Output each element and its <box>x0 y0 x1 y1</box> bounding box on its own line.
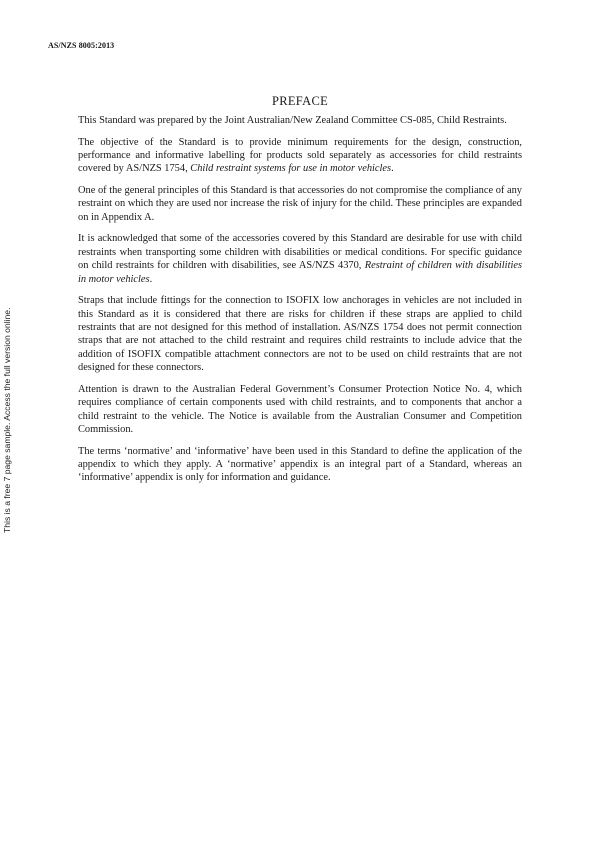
referenced-standard-title: Child restraint systems for use in motor vehicles <box>190 163 392 175</box>
paragraph-objective <box>78 136 522 176</box>
referenced-standard-title: Restraint of children with disabilities in motor vehicles <box>78 260 522 285</box>
paragraph-disabilities-text: It is acknowledged that some of the accessories covered by this Standard are desirable for use with child restraints when transporting some children with disabilities or medical conditions. For specific guidance on child restraints for children with disabilities, see AS/NZS 4370, <box>78 233 522 272</box>
preface-heading: PREFACE <box>271 94 329 108</box>
paragraph-disabilities <box>78 232 522 286</box>
paragraph-isofix-straps: Straps that include fittings for the connection to ISOFIX low anchorages in vehicles are not included in this Standard as it is considered that there are risks for children if these straps are applied to child restraints that are not designed for this method of installation. AS/NZS 1754 does not permit connection straps that are not attached to the child restraint and requires child restraints to include advice that the addition of ISOFIX compatible attachment connectors are not to be used on child restraints that are not designed for these connectors. <box>78 295 522 374</box>
paragraph-normative-informative: The terms ‘normative’ and ‘informative’ have been used in this Standard to define the application of the appendix to which they apply. A ‘normative’ appendix is an integral part of a Standard, whereas an ‘informative’ appendix is only for information and guidance. <box>78 445 522 484</box>
paragraph-disabilities-end: . <box>149 273 153 285</box>
preface-body <box>78 114 522 493</box>
standard-number-header: AS/NZS 8005:2013 <box>48 41 115 50</box>
paragraph-consumer-notice: Attention is drawn to the Australian Federal Government’s Consumer Protection Notice No. 4, which requires compliance of certain components used with child restraints, and to components that anchor a child restraint to the vehicle. The Notice is available from the Australian Consumer and Competition Commission. <box>78 383 522 436</box>
paragraph-objective-text: The objective of the Standard is to provide minimum requirements for the design, construction, performance and informative labelling for products sold separately as accessories for child restraints covered by AS/NZS 1754, <box>78 136 522 175</box>
paragraph-general-principles: One of the general principles of this Standard is that accessories do not compromise the compliance of any restraint on which they are used nor increase the risk of injury for the child. These principles are expanded on in Appendix A. <box>78 185 522 223</box>
sample-notice-vertical-text: This is a free 7 page sample. Access the full version online. <box>2 307 12 533</box>
paragraph-objective-end: . <box>391 163 394 175</box>
paragraph-committee: This Standard was prepared by the Joint Australian/New Zealand Committee CS-085, Child Restraints. <box>78 115 507 126</box>
